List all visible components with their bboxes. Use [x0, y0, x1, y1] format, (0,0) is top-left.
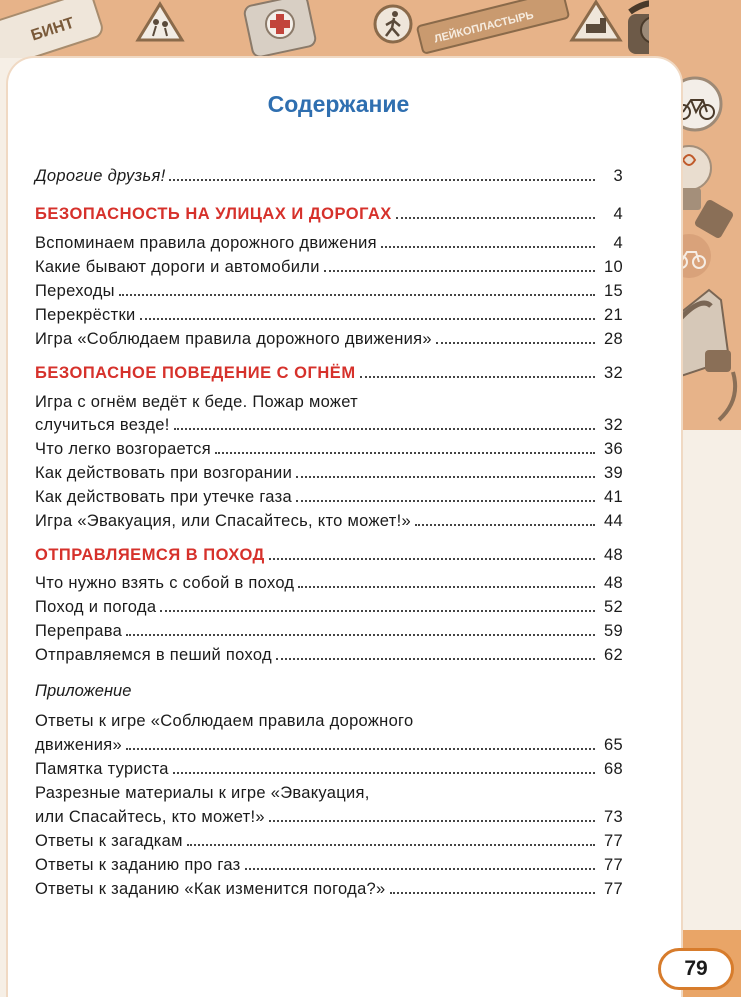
- page-title: Содержание: [267, 91, 410, 117]
- toc-entry-page: 52: [604, 598, 623, 616]
- dot-leader: [296, 476, 595, 478]
- svg-text:БИНТ: БИНТ: [28, 14, 77, 45]
- toc-entry-page: 36: [604, 440, 623, 458]
- toc-entry: [35, 258, 623, 277]
- toc-entry: [35, 512, 623, 531]
- toc-entry-label: Переправа: [35, 622, 123, 640]
- svg-text:ЛЕЙКОПЛАСТЫРЬ: ЛЕЙКОПЛАСТЫРЬ: [433, 9, 535, 46]
- toc-entry: [35, 574, 623, 593]
- toc-entry-label-line2: случиться везде!: [35, 416, 170, 434]
- toc-entry-label: Игра «Эвакуация, или Спасайтесь, кто может!»: [35, 512, 411, 530]
- section-label: БЕЗОПАСНОСТЬ НА УЛИЦАХ И ДОРОГАХ: [35, 205, 392, 223]
- toc-entry-label-line1: Разрезные материалы к игре «Эвакуация,: [35, 784, 370, 802]
- toc-entry-label: Переходы: [35, 282, 115, 300]
- toc-entry: [35, 282, 623, 301]
- dot-leader: [269, 558, 595, 560]
- toc-entry-label: Ответы к загадкам: [35, 832, 183, 850]
- toc-entry: [35, 440, 623, 459]
- toc-section-heading: [35, 364, 623, 383]
- toc-entry-page: 48: [604, 574, 623, 592]
- bandage-roll-icon: [0, 0, 104, 58]
- page-number-badge: 79: [658, 948, 734, 990]
- toc-entry-page: 65: [604, 736, 623, 754]
- toc-entry: [35, 808, 623, 827]
- toc-entry-label: Как действовать при возгорании: [35, 464, 293, 482]
- toc-entry-page: 73: [604, 808, 623, 826]
- appendix-heading: Приложение: [35, 682, 132, 700]
- toc-entry-page: 3: [613, 167, 623, 185]
- toc-entry-label: Игра «Соблюдаем правила дорожного движения»: [35, 330, 432, 348]
- first-aid-kit-icon: [243, 0, 316, 58]
- toc-entry-label: Какие бывают дороги и автомобили: [35, 258, 320, 276]
- section-label: БЕЗОПАСНОЕ ПОВЕДЕНИЕ С ОГНЁМ: [35, 364, 356, 382]
- dot-leader: [390, 892, 595, 894]
- section-label: ОТПРАВЛЯЕМСЯ В ПОХОД: [35, 546, 265, 564]
- dot-leader: [276, 658, 595, 660]
- toc-entry: [35, 622, 623, 641]
- dot-leader: [126, 634, 595, 636]
- toc-entry-page: 4: [613, 234, 623, 252]
- toc-entry-label: Вспоминаем правила дорожного движения: [35, 234, 377, 252]
- dot-leader: [173, 772, 595, 774]
- toc-entry-label-line2: или Спасайтесь, кто может!»: [35, 808, 265, 826]
- section-page: 48: [604, 546, 623, 564]
- dot-leader: [396, 217, 595, 219]
- toc-entry: [35, 880, 623, 899]
- toc-entry-page: 59: [604, 622, 623, 640]
- toc-entry-page: 77: [604, 880, 623, 898]
- toc-entry-label: Что нужно взять с собой в поход: [35, 574, 295, 592]
- toc-entry: [35, 464, 623, 483]
- toc-entry: [35, 488, 623, 507]
- toc-entry: [35, 330, 623, 349]
- plaster-strip-icon: [417, 0, 569, 54]
- toc-entry: [35, 306, 623, 325]
- toc-entry-label: Ответы к заданию про газ: [35, 856, 241, 874]
- toc-entry-label: Поход и погода: [35, 598, 157, 616]
- dot-leader: [160, 610, 595, 612]
- dot-leader: [140, 318, 595, 320]
- dot-leader: [187, 844, 595, 846]
- dot-leader: [269, 820, 595, 822]
- toc-entry: [35, 736, 623, 755]
- toc-entry-label-line2: движения»: [35, 736, 122, 754]
- dot-leader: [174, 428, 595, 430]
- toc-entry: [35, 646, 623, 665]
- toc-entry-label-line1: Игра с огнём ведёт к беде. Пожар может: [35, 393, 359, 411]
- toc-entry-label: Памятка туриста: [35, 760, 169, 778]
- toc-entry-page: 77: [604, 832, 623, 850]
- toc-section-heading: [35, 546, 623, 565]
- toc-entry-page: 68: [604, 760, 623, 778]
- toc-entry-intro: [35, 167, 623, 186]
- toc-entry: [35, 234, 623, 253]
- toc-entry-label: Ответы к заданию «Как изменится погода?»: [35, 880, 386, 898]
- toc-entry: [35, 416, 623, 435]
- pedestrian-sign-icon: [375, 6, 411, 42]
- dot-leader: [415, 524, 595, 526]
- dot-leader: [126, 748, 595, 750]
- train-sign-icon: [572, 2, 620, 40]
- toc-entry-label: Что легко возгорается: [35, 440, 211, 458]
- toc-entry: [35, 832, 623, 851]
- toc-entry: [35, 598, 623, 617]
- section-page: 4: [613, 205, 623, 223]
- dot-leader: [119, 294, 595, 296]
- toc-section-heading: [35, 205, 623, 224]
- dot-leader: [245, 868, 595, 870]
- decorative-illustrations: [0, 0, 741, 58]
- toc-entry: [35, 856, 623, 875]
- toc-entry-page: 28: [604, 330, 623, 348]
- toc-entry-page: 15: [604, 282, 623, 300]
- dot-leader: [381, 246, 595, 248]
- children-crossing-sign-icon: [138, 4, 182, 40]
- toc-entry-page: 10: [604, 258, 623, 276]
- toc-entry-label: Отправляемся в пеший поход: [35, 646, 272, 664]
- toc-entry-page: 62: [604, 646, 623, 664]
- dot-leader: [324, 270, 595, 272]
- decorative-top-band: [0, 0, 741, 58]
- dot-leader: [298, 586, 595, 588]
- section-page: 32: [604, 364, 623, 382]
- toc-entry: [35, 760, 623, 779]
- dot-leader: [296, 500, 595, 502]
- dot-leader: [436, 342, 595, 344]
- toc-entry-page: 32: [604, 416, 623, 434]
- toc-entry-label: Перекрёстки: [35, 306, 136, 324]
- toc-entry-label: Дорогие друзья!: [35, 167, 166, 185]
- dot-leader: [360, 376, 595, 378]
- toc-entry-page: 44: [604, 512, 623, 530]
- toc-entry-page: 39: [604, 464, 623, 482]
- toc-entry-page: 21: [604, 306, 623, 324]
- toc-entry-page: 41: [604, 488, 623, 506]
- dot-leader: [215, 452, 595, 454]
- toc-entry-page: 77: [604, 856, 623, 874]
- dot-leader: [169, 179, 595, 181]
- toc-entry-label-line1: Ответы к игре «Соблюдаем правила дорожного: [35, 712, 414, 730]
- toc-entry-label: Как действовать при утечке газа: [35, 488, 292, 506]
